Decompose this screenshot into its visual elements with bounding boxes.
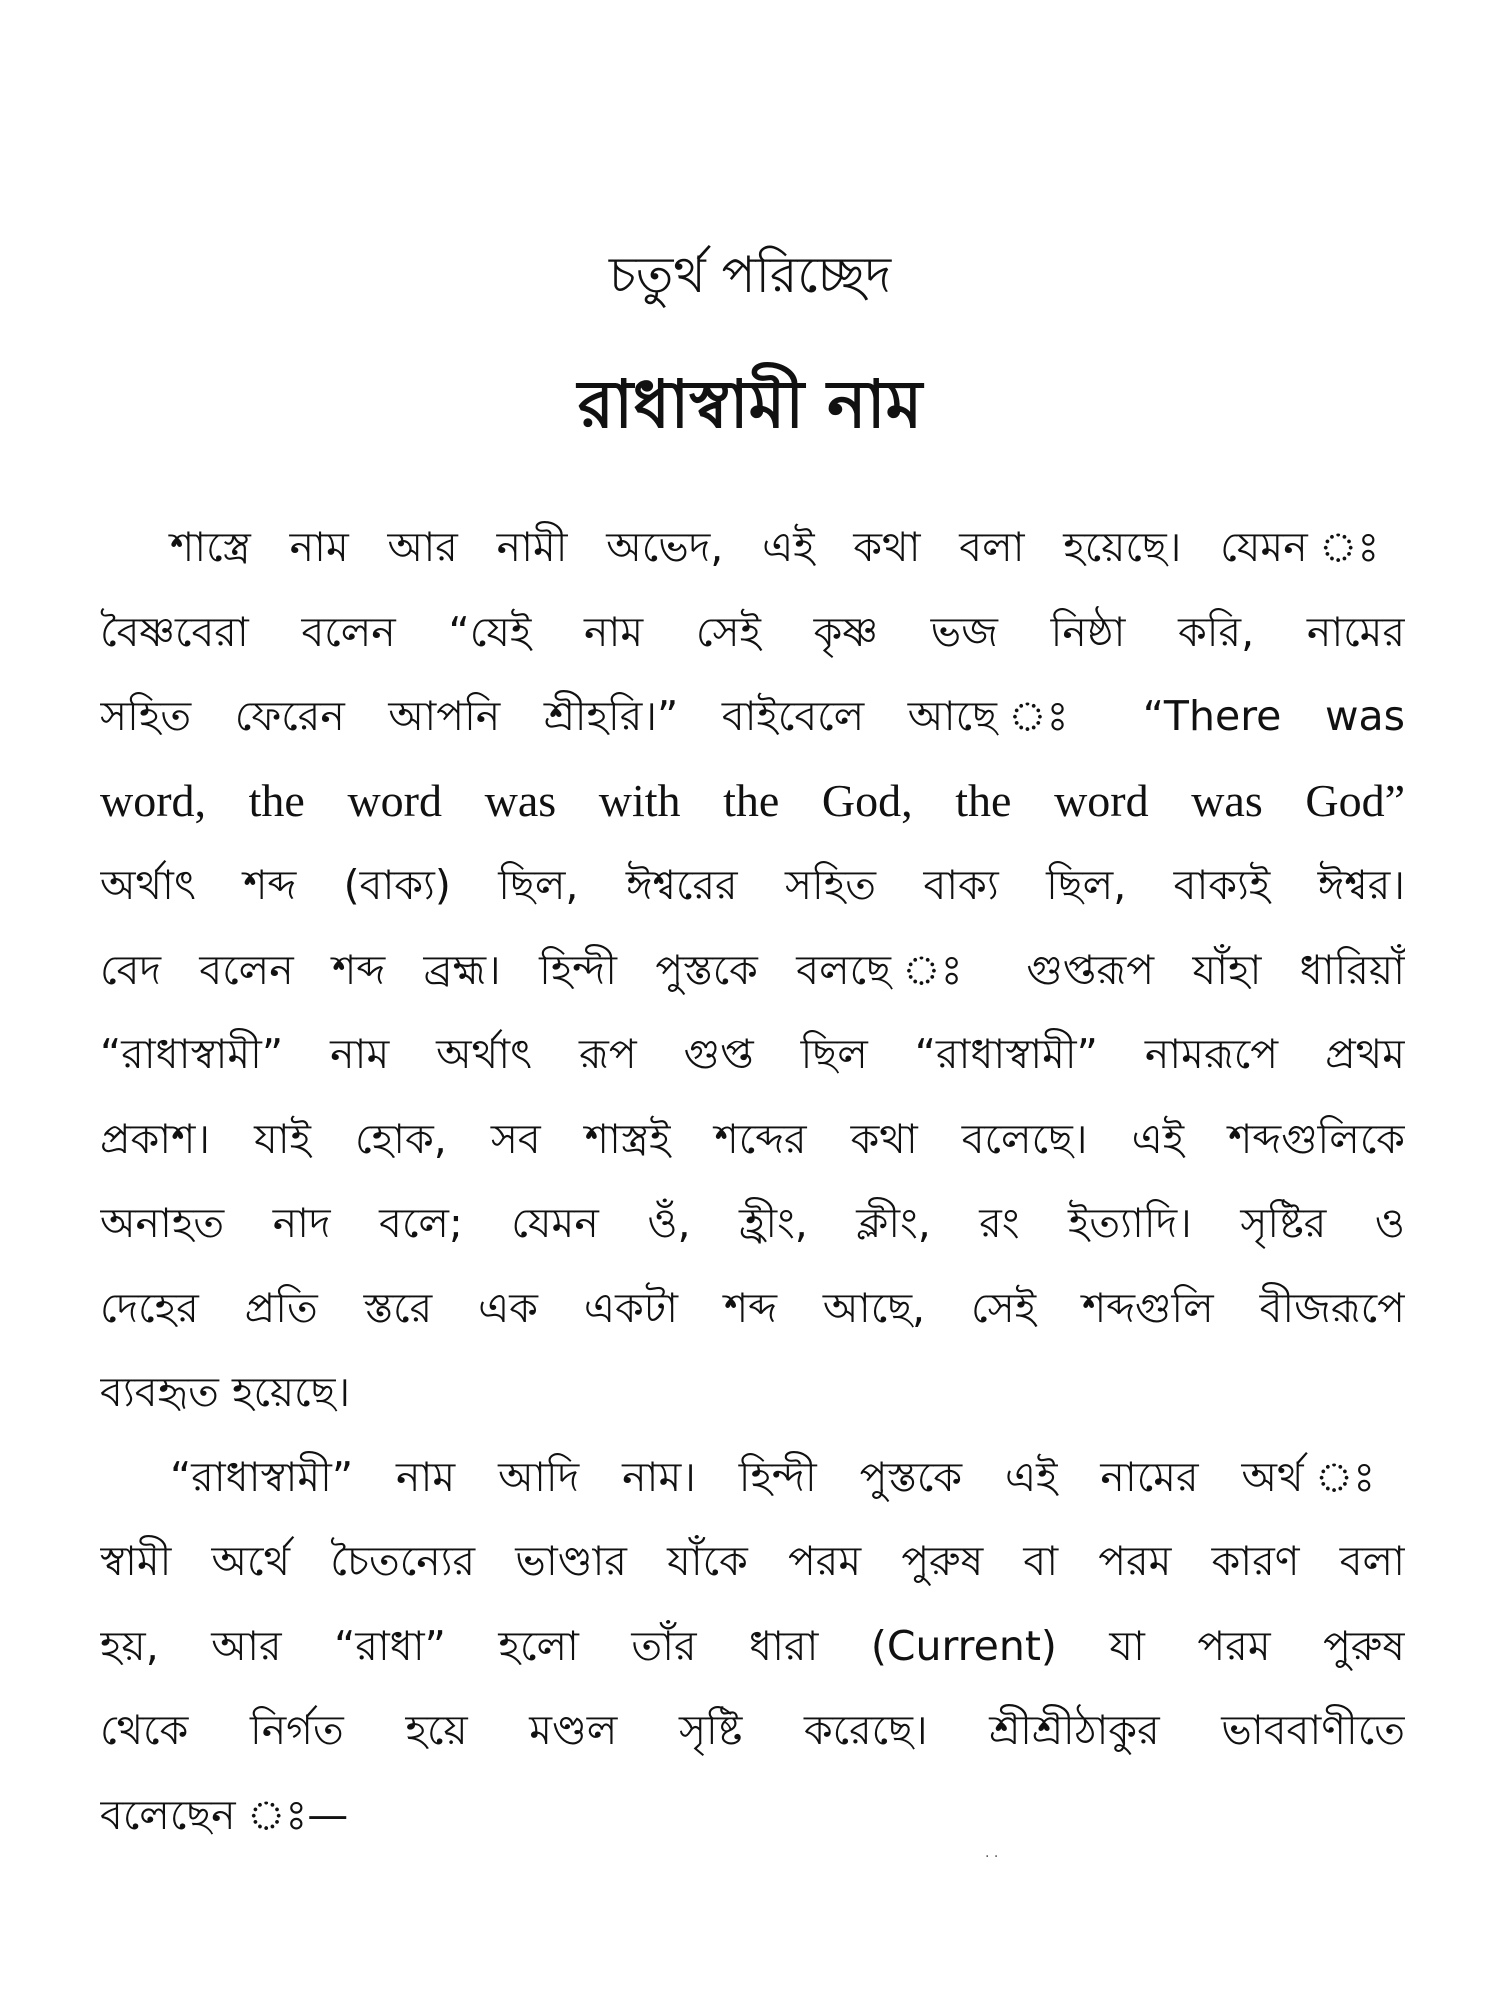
paragraph-1	[100, 505, 1405, 1435]
text-line: দেহের প্রতি স্তরে এক একটা শব্দ আছে, সেই শব্দগুলি বীজরূপে	[100, 1283, 1405, 1332]
text-line: বৈষ্ণবেরা বলেন “যেই নাম সেই কৃষ্ণ ভজ নিষ্ঠা করি, নামের	[100, 607, 1405, 656]
text-line: ব্যবহৃত হয়েছে।	[100, 1368, 351, 1416]
text-line: অনাহত নাদ বলে; যেমন ওঁ, হ্রীং, ক্লীং, রং ইত্যাদি। সৃষ্টির ও	[100, 1199, 1405, 1247]
body-text	[100, 505, 1405, 1865]
paragraph-2	[100, 1435, 1405, 1865]
text-line: বেদ বলেন শব্দ ব্রহ্ম। হিন্দী পুস্তকে বলছে ঃ গুপ্তরূপ যাঁহা ধারিয়াঁ	[100, 945, 1405, 994]
text-line: সহিত ফেরেন আপনি শ্রীহরি।” বাইবেলে আছে ঃ “There was	[100, 692, 1405, 740]
text-line: শাস্ত্রে নাম আর নামী অভেদ, এই কথা বলা হয়েছে। যেমন ঃ	[170, 523, 1405, 571]
text-line: “রাধাস্বামী” নাম অর্থাৎ রূপ গুপ্ত ছিল “রাধাস্বামী” নামরূপে প্রথম	[100, 1030, 1405, 1078]
page-title: রাধাস্বামী নাম	[577, 366, 923, 443]
text-line: অর্থাৎ শব্দ (বাক্য) ছিল, ঈশ্বরের সহিত বাক্য ছিল, বাক্যই ঈশ্বর।	[100, 861, 1405, 909]
text-line: বলেছেন ঃ—	[100, 1790, 349, 1839]
text-line: থেকে নির্গত হয়ে মণ্ডল সৃষ্টি করেছে। শ্রীশ্রীঠাকুর ভাববাণীতে	[100, 1706, 1405, 1754]
text-line: word, the word was with the God, the word was God”	[100, 774, 1405, 826]
text-line: স্বামী অর্থে চৈতন্যের ভাণ্ডার যাঁকে পরম পুরুষ বা পরম কারণ বলা	[100, 1537, 1405, 1585]
footer-mark: · ·	[985, 1849, 999, 1865]
text-line: প্রকাশ। যাই হোক, সব শাস্ত্রই শব্দের কথা বলেছে। এই শব্দগুলিকে	[100, 1114, 1405, 1163]
chapter-heading: চতুর্থ পরিচ্ছেদ	[608, 246, 892, 304]
text-line: “রাধাস্বামী” নাম আদি নাম। হিন্দী পুস্তকে এই নামের অর্থ ঃ	[170, 1452, 1405, 1501]
text-line: হয়, আর “রাধা” হলো তাঁর ধারা (Current) যা পরম পুরুষ	[100, 1621, 1405, 1670]
